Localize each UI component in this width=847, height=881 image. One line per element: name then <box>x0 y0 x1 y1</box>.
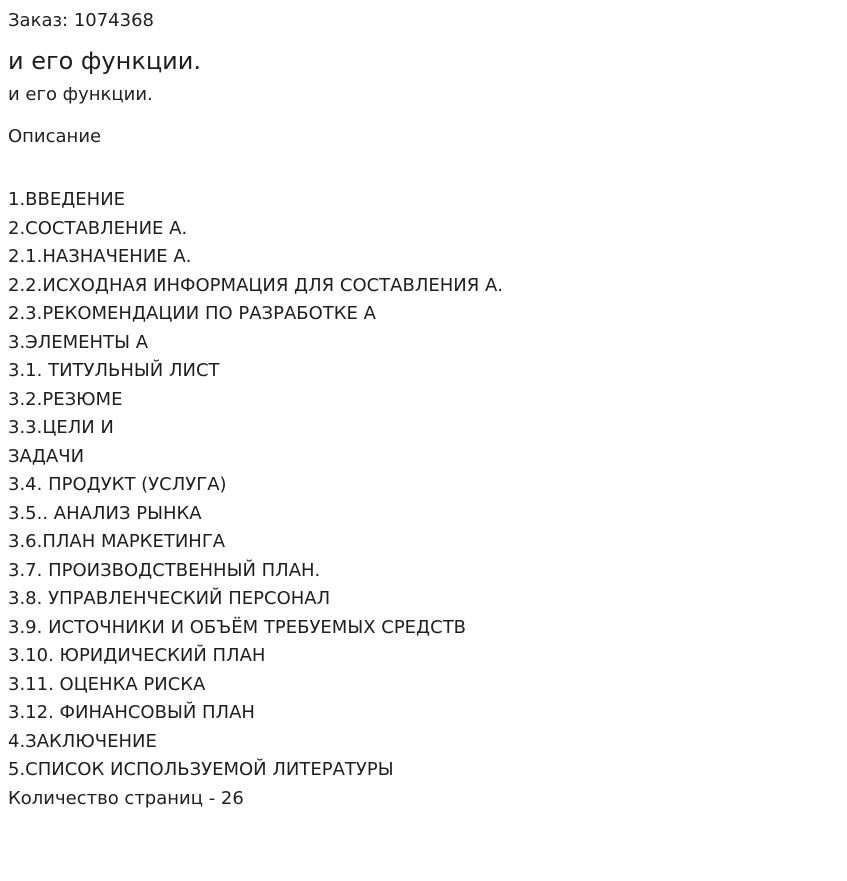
toc-item: 2.3.РЕКОМЕНДАЦИИ ПО РАЗРАБОТКЕ А <box>8 303 376 324</box>
pages-count: Количество страниц - 26 <box>8 787 244 809</box>
toc-item: 4.ЗАКЛЮЧЕНИЕ <box>8 730 157 752</box>
toc-item: 5.СПИСОК ИСПОЛЬЗУЕМОЙ ЛИТЕРАТУРЫ <box>8 759 394 780</box>
toc-item: 2.2.ИСХОДНАЯ ИНФОРМАЦИЯ ДЛЯ СОСТАВЛЕНИЯ А. <box>8 274 504 296</box>
toc-item: 3.8. УПРАВЛЕНЧЕСКИЙ ПЕРСОНАЛ <box>8 588 331 609</box>
toc-item: 3.5.. АНАЛИЗ РЫНКА <box>8 502 202 524</box>
toc-item: 2.1.НАЗНАЧЕНИЕ А. <box>8 246 192 267</box>
page-title: и его функции. <box>8 47 201 75</box>
toc-item: 3.9. ИСТОЧНИКИ И ОБЪЁМ ТРЕБУЕМЫХ СРЕДСТВ <box>8 616 467 638</box>
toc-item: 3.10. ЮРИДИЧЕСКИЙ ПЛАН <box>8 645 266 666</box>
toc-item: 3.2.РЕЗЮМЕ <box>8 388 123 410</box>
order-number: Заказ: 1074368 <box>8 10 154 31</box>
toc-item: 3.3.ЦЕЛИ И <box>8 417 114 438</box>
description-label: Описание <box>8 126 102 147</box>
toc-item: 1.ВВЕДЕНИЕ <box>8 189 126 210</box>
table-of-contents <box>8 186 839 785</box>
toc-item: 3.1. ТИТУЛЬНЫЙ ЛИСТ <box>8 360 220 381</box>
toc-item: 3.6.ПЛАН МАРКЕТИНГА <box>8 531 226 552</box>
page-subtitle: и его функции. <box>8 84 153 105</box>
toc-item: ЗАДАЧИ <box>8 445 85 467</box>
toc-item: 3.4. ПРОДУКТ (УСЛУГА) <box>8 474 227 495</box>
toc-item: 3.11. ОЦЕНКА РИСКА <box>8 673 206 695</box>
toc-item: 3.7. ПРОИЗВОДСТВЕННЫЙ ПЛАН. <box>8 559 321 581</box>
toc-item: 3.ЭЛЕМЕНТЫ А <box>8 331 149 353</box>
toc-item: 2.СОСТАВЛЕНИЕ А. <box>8 217 188 239</box>
toc-item: 3.12. ФИНАНСОВЫЙ ПЛАН <box>8 702 255 723</box>
